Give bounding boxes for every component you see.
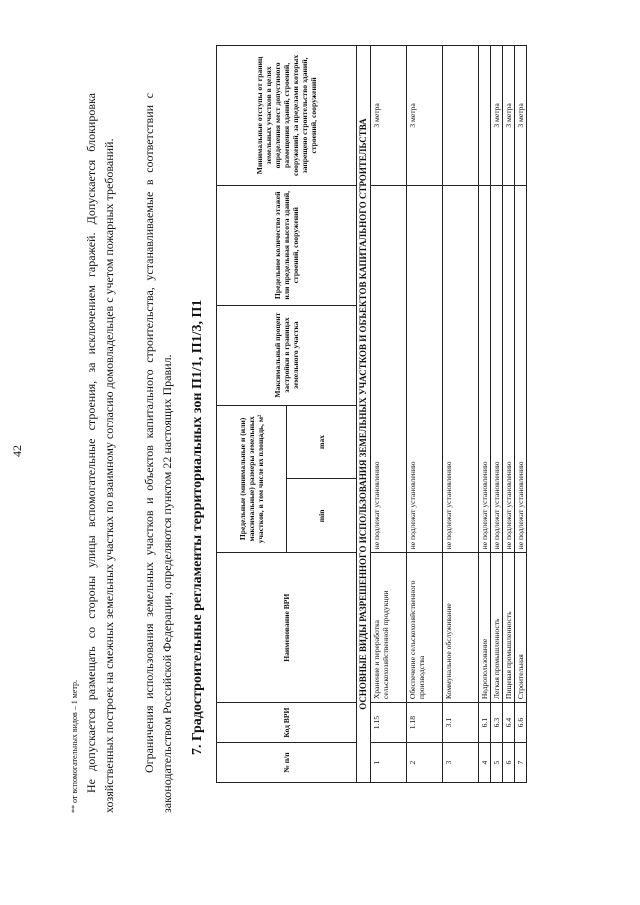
- row-name: Строительная: [515, 553, 527, 703]
- row-code: 1.15: [371, 703, 407, 743]
- row-code: 6.6: [515, 703, 527, 743]
- row-area: не подлежат установлению: [479, 185, 491, 552]
- row-num: 2: [407, 743, 443, 783]
- row-num: 3: [443, 743, 479, 783]
- page-number: 42: [10, 445, 24, 457]
- row-setback: 3 метра: [371, 46, 407, 186]
- row-num: 6: [503, 743, 515, 783]
- row-area: не подлежат установлению: [491, 185, 503, 552]
- row-setback: [443, 46, 479, 186]
- header-percent: Максимальный процент застройки в границах земельного участка: [217, 305, 357, 405]
- paragraph-garages: Не допускается размещать со стороны улицы вспомогательные строения, за исключением гаражей. Допускается блокировка хозяйственных построек на смежных земельных участках по взаимному согласию домовладельцев с учетом пожарных требований.: [84, 93, 116, 813]
- table-row: [479, 46, 491, 783]
- row-num: 7: [515, 743, 527, 783]
- row-num: 5: [491, 743, 503, 783]
- row-code: 6.3: [491, 703, 503, 743]
- row-code: 3.1: [443, 703, 479, 743]
- row-num: 1: [371, 743, 407, 783]
- header-num: № п/п: [217, 743, 357, 783]
- row-setback: 3 метра: [407, 46, 443, 186]
- row-setback: 3 метра: [503, 46, 515, 186]
- row-area: не подлежат установлению: [443, 185, 479, 552]
- header-setbacks: Минимальные отступы от границ земельных участков в целях определения мест допустимого размещения зданий, строений, сооружений, за пределами которых запрещено строительство зданий, строений, сооружений: [217, 46, 357, 186]
- header-floors: Предельное количество этажей или предельная высота зданий, строений, сооружений: [217, 185, 357, 305]
- row-name: Легкая промышленность: [491, 553, 503, 703]
- footnote: ** от вспомогательных видов – 1 метр.: [70, 680, 79, 813]
- row-area: не подлежат установлению: [407, 185, 443, 552]
- section-title: ОСНОВНЫЕ ВИДЫ РАЗРЕШЕННОГО ИСПОЛЬЗОВАНИЯ ЗЕМЕЛЬНЫХ УЧАСТКОВ И ОБЪЕКТОВ КАПИТАЛЬНОГО СТРОИТЕЛЬСТВА: [357, 46, 371, 783]
- header-max: max: [287, 405, 357, 479]
- row-name: Хранение и переработка сельскохозяйственной продукции: [371, 553, 407, 703]
- row-area: не подлежат установлению: [371, 185, 407, 552]
- row-code: 6.1: [479, 703, 491, 743]
- header-min: min: [287, 479, 357, 553]
- table-row: [407, 46, 443, 783]
- regulations-table: [216, 45, 527, 783]
- row-num: 4: [479, 743, 491, 783]
- row-name: Коммунальное обслуживание: [443, 553, 479, 703]
- table-row: [515, 46, 527, 783]
- row-setback: 3 метра: [515, 46, 527, 186]
- row-name: Недропользование: [479, 553, 491, 703]
- row-code: 1.18: [407, 703, 443, 743]
- table-row: [371, 46, 407, 783]
- row-name: Пищевая промышленность: [503, 553, 515, 703]
- header-area: Предельные (минимальные и (или) максимальные) размеры земельных участков, в том числе их площадь, м²: [217, 405, 287, 553]
- row-code: 6.4: [503, 703, 515, 743]
- table-row: [491, 46, 503, 783]
- row-area: не подлежат установлению: [503, 185, 515, 552]
- row-name: Обеспечение сельскохозяйственного производства: [407, 553, 443, 703]
- header-name: Наименование ВРИ: [217, 553, 357, 703]
- table-row: [503, 46, 515, 783]
- row-setback: [479, 46, 491, 186]
- row-area: не подлежат установлению: [515, 185, 527, 552]
- paragraph-restrictions: Ограничения использования земельных участков и объектов капитального строительства, устанавливаемые в соответствии с законодательством Российской Федерации, определяются пунктом 22 настоящих Правил.: [142, 93, 174, 813]
- header-code: Код ВРИ: [217, 703, 357, 743]
- row-setback: 3 метра: [491, 46, 503, 186]
- section-heading: 7. Градостроительные регламенты территориальных зон П1/1, П1/3, П1: [190, 299, 205, 755]
- table-row: [443, 46, 479, 783]
